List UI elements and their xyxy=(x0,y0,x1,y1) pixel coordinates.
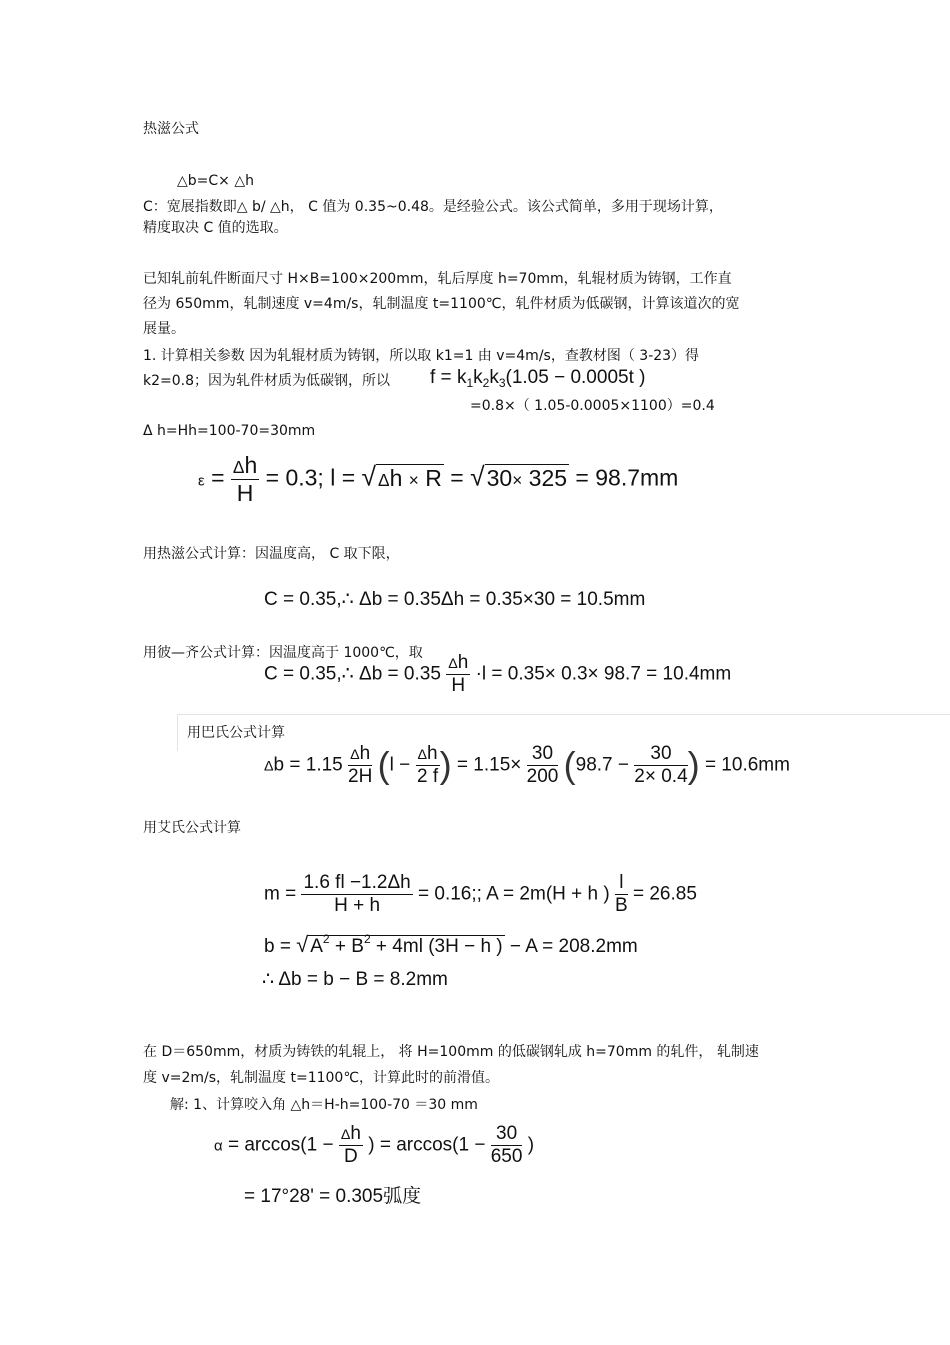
eps-result: = 98.7mm xyxy=(575,464,679,491)
section-title: 热滋公式 xyxy=(143,121,199,137)
alpha-equation xyxy=(214,1123,534,1168)
rezi-text: 用热滋公式计算：因温度高， C 取下限， xyxy=(143,546,400,562)
alpha-frac-2 xyxy=(491,1123,523,1168)
alpha-symbol: α xyxy=(214,1137,223,1155)
eps-mid: = 0.3; l = xyxy=(265,464,356,491)
aishi-b-plus: + B xyxy=(334,936,364,957)
rezi-equation: C = 0.35,∴ Δb = 0.35Δh = 0.35×30 = 10.5mm xyxy=(264,589,646,610)
problem-line-2: 径为 650mm，轧制速度 v=4m/s，轧制温度 t=1100℃，轧件材质为低碳钢，计算该道次的宽 xyxy=(143,296,740,312)
alpha-result: = 17°28' = 0.305弧度 xyxy=(244,1186,422,1207)
alpha-b: ) = arccos(1 − xyxy=(368,1134,486,1156)
bashi-frac-1: $\frac{\Delta h}{2H}$ xyxy=(348,743,373,787)
bashi-frac-4 xyxy=(634,743,687,788)
aishi-b-result: − A = 208.2mm xyxy=(509,936,638,957)
step1-line-1: 1. 计算相关参数 因为轧辊材质为铸钢，所以取 k1=1 由 v=4m/s，查教材图（ 3-23）得 xyxy=(143,348,700,364)
bashi-n1: h xyxy=(359,743,371,764)
bashi-l: l − xyxy=(389,754,411,776)
aishi-lb-num: l xyxy=(615,872,628,895)
aishi-b-a: A xyxy=(310,936,323,957)
k1-sub: 1 xyxy=(466,376,474,390)
rad1-b: R xyxy=(425,464,442,491)
dh-over-h-fraction: $\frac{\Delta h}{H}$ xyxy=(232,452,258,506)
alpha-d2: 650 xyxy=(490,1146,523,1167)
bashi-equation: Δb = 1.15 $\frac{\Delta h}{2H}$ (l − $\frac{\Delta h}{2 f}$ ) = 1.15× $\frac{30}{200}$ (98.7 − $\frac{30}{2\times 0.4}$ ) = 10.6mm xyxy=(264,743,790,787)
bashi-result: = 10.6mm xyxy=(704,754,790,776)
bashi-a: b = 1.15 xyxy=(273,754,343,776)
aishi-m-result: = 26.85 xyxy=(632,883,697,905)
aishi-m-mid: = 0.16;; A = 2m(H + h ) xyxy=(418,883,610,905)
alpha-frac-1: $\frac{\Delta h}{D}$ xyxy=(340,1123,361,1167)
aishi-b-lhs: b = xyxy=(264,936,291,957)
bashi-n4: 30 xyxy=(634,743,687,766)
bashi-d4: 2× 0.4 xyxy=(634,766,688,787)
formula-line: △b=C× △h xyxy=(177,173,254,189)
aishi-db-equation: ∴ Δb = b − B = 8.2mm xyxy=(262,969,448,990)
rad2-b: 325 xyxy=(528,464,568,491)
k2: k xyxy=(473,367,483,388)
aishi-m-lhs: m = xyxy=(264,883,297,905)
aishi-b-sup-2: 2 xyxy=(363,932,371,946)
rad1-a: h xyxy=(389,464,403,491)
epsilon-equation: ε = $\frac{\Delta h}{H}$ = 0.3; l = √ Δh × R = √30× 325 = 98.7mm xyxy=(198,452,679,506)
aishi-m-fraction xyxy=(301,872,412,917)
bashi-text: 用巴氏公式计算 xyxy=(187,725,285,741)
peqi-text: 用彼—齐公式计算：因温度高于 1000℃，取 xyxy=(143,645,423,661)
bashi-v: 98.7 − xyxy=(575,754,629,776)
bashi-m: = 1.15× xyxy=(456,754,522,776)
dh-line: Δ h=Hh=100-70=30mm xyxy=(143,423,316,439)
k1: k xyxy=(456,367,467,388)
k3-sub: 3 xyxy=(498,376,506,390)
peqi-b: ·l = 0.35× 0.3× 98.7 = 10.4mm xyxy=(475,663,732,685)
friction-result: =0.8×（ 1.05-0.0005×1100）=0.4 xyxy=(470,398,715,414)
alpha-n1: h xyxy=(350,1123,361,1144)
epsilon-symbol: ε xyxy=(198,472,205,490)
k2-sub: 2 xyxy=(482,376,490,390)
peqi-den: H xyxy=(451,675,466,696)
bashi-n3: 30 xyxy=(527,743,559,766)
eps-den: H xyxy=(236,480,254,506)
aishi-b-rest: + 4ml (3H − h ) xyxy=(375,936,503,957)
bashi-d3: 200 xyxy=(526,766,559,787)
slip-line-1: 在 D＝650mm，材质为铸铁的轧辊上， 将 H=100mm 的低碳钢轧成 h=70mm 的轧件， 轧制速 xyxy=(143,1044,759,1060)
rad2-a: 30 xyxy=(486,464,513,491)
alpha-a: = arccos(1 − xyxy=(227,1134,334,1156)
peqi-a: C = 0.35,∴ Δb = 0.35 xyxy=(264,663,441,685)
aishi-b-sup-1: 2 xyxy=(322,932,330,946)
slip-line-2: 度 v=2m/s，轧制温度 t=1100℃，计算此时的前滑值。 xyxy=(143,1070,500,1086)
aishi-m-equation xyxy=(264,872,697,917)
aishi-lb-fraction xyxy=(615,872,628,917)
peqi-equation xyxy=(264,652,731,697)
slip-line-3: 解: 1、计算咬入角 △h＝H-h=100-70 ＝30 mm xyxy=(170,1097,478,1113)
problem-line-1: 已知轧前轧件断面尺寸 H×B=100×200mm，轧后厚度 h=70mm，轧辊材质为铸钢，工作直 xyxy=(143,271,732,287)
bashi-frac-2: $\frac{\Delta h}{2 f}$ xyxy=(416,743,439,787)
peqi-fraction: $\frac{\Delta h}{H}$ xyxy=(448,652,469,696)
peqi-num: h xyxy=(457,652,469,673)
step1-line-2: k2=0.8；因为轧件材质为低碳钢，所以 xyxy=(143,373,391,389)
bashi-d2: 2 f xyxy=(416,766,439,787)
bashi-n2: h xyxy=(427,743,438,764)
aishi-text: 用艾氏公式计算 xyxy=(143,820,241,836)
aishi-m-num: 1.6 fl −1.2Δh xyxy=(303,872,411,893)
aishi-m-den: H + h xyxy=(334,895,381,916)
c-description-line-1: C：宽展指数即△ b/ △h， C 值为 0.35~0.48。是经验公式。该公式简单，多用于现场计算， xyxy=(143,199,723,215)
eps-num: h xyxy=(244,452,258,478)
c-description-line-2: 精度取决 C 值的选取。 xyxy=(143,220,288,236)
bashi-frac-3 xyxy=(527,743,559,788)
aishi-b-equation: b = √ $A^2 + B^2 + 4ml$ (3H − h ) − A = 208.2mm xyxy=(264,932,638,957)
friction-equation: $f = k_1k_2k_3(1.05 - 0.0005t$ ) xyxy=(430,367,646,390)
problem-line-3: 展量。 xyxy=(143,321,185,337)
alpha-d1: D xyxy=(344,1146,358,1167)
alpha-c: ) xyxy=(527,1134,535,1156)
f-rest: (1.05 − 0.0005t ) xyxy=(505,367,646,388)
alpha-n2: 30 xyxy=(491,1123,523,1146)
bashi-d1: 2H xyxy=(348,766,373,787)
f-symbol: f xyxy=(430,367,436,388)
aishi-lb-den: B xyxy=(615,895,628,916)
k3: k xyxy=(489,367,499,388)
